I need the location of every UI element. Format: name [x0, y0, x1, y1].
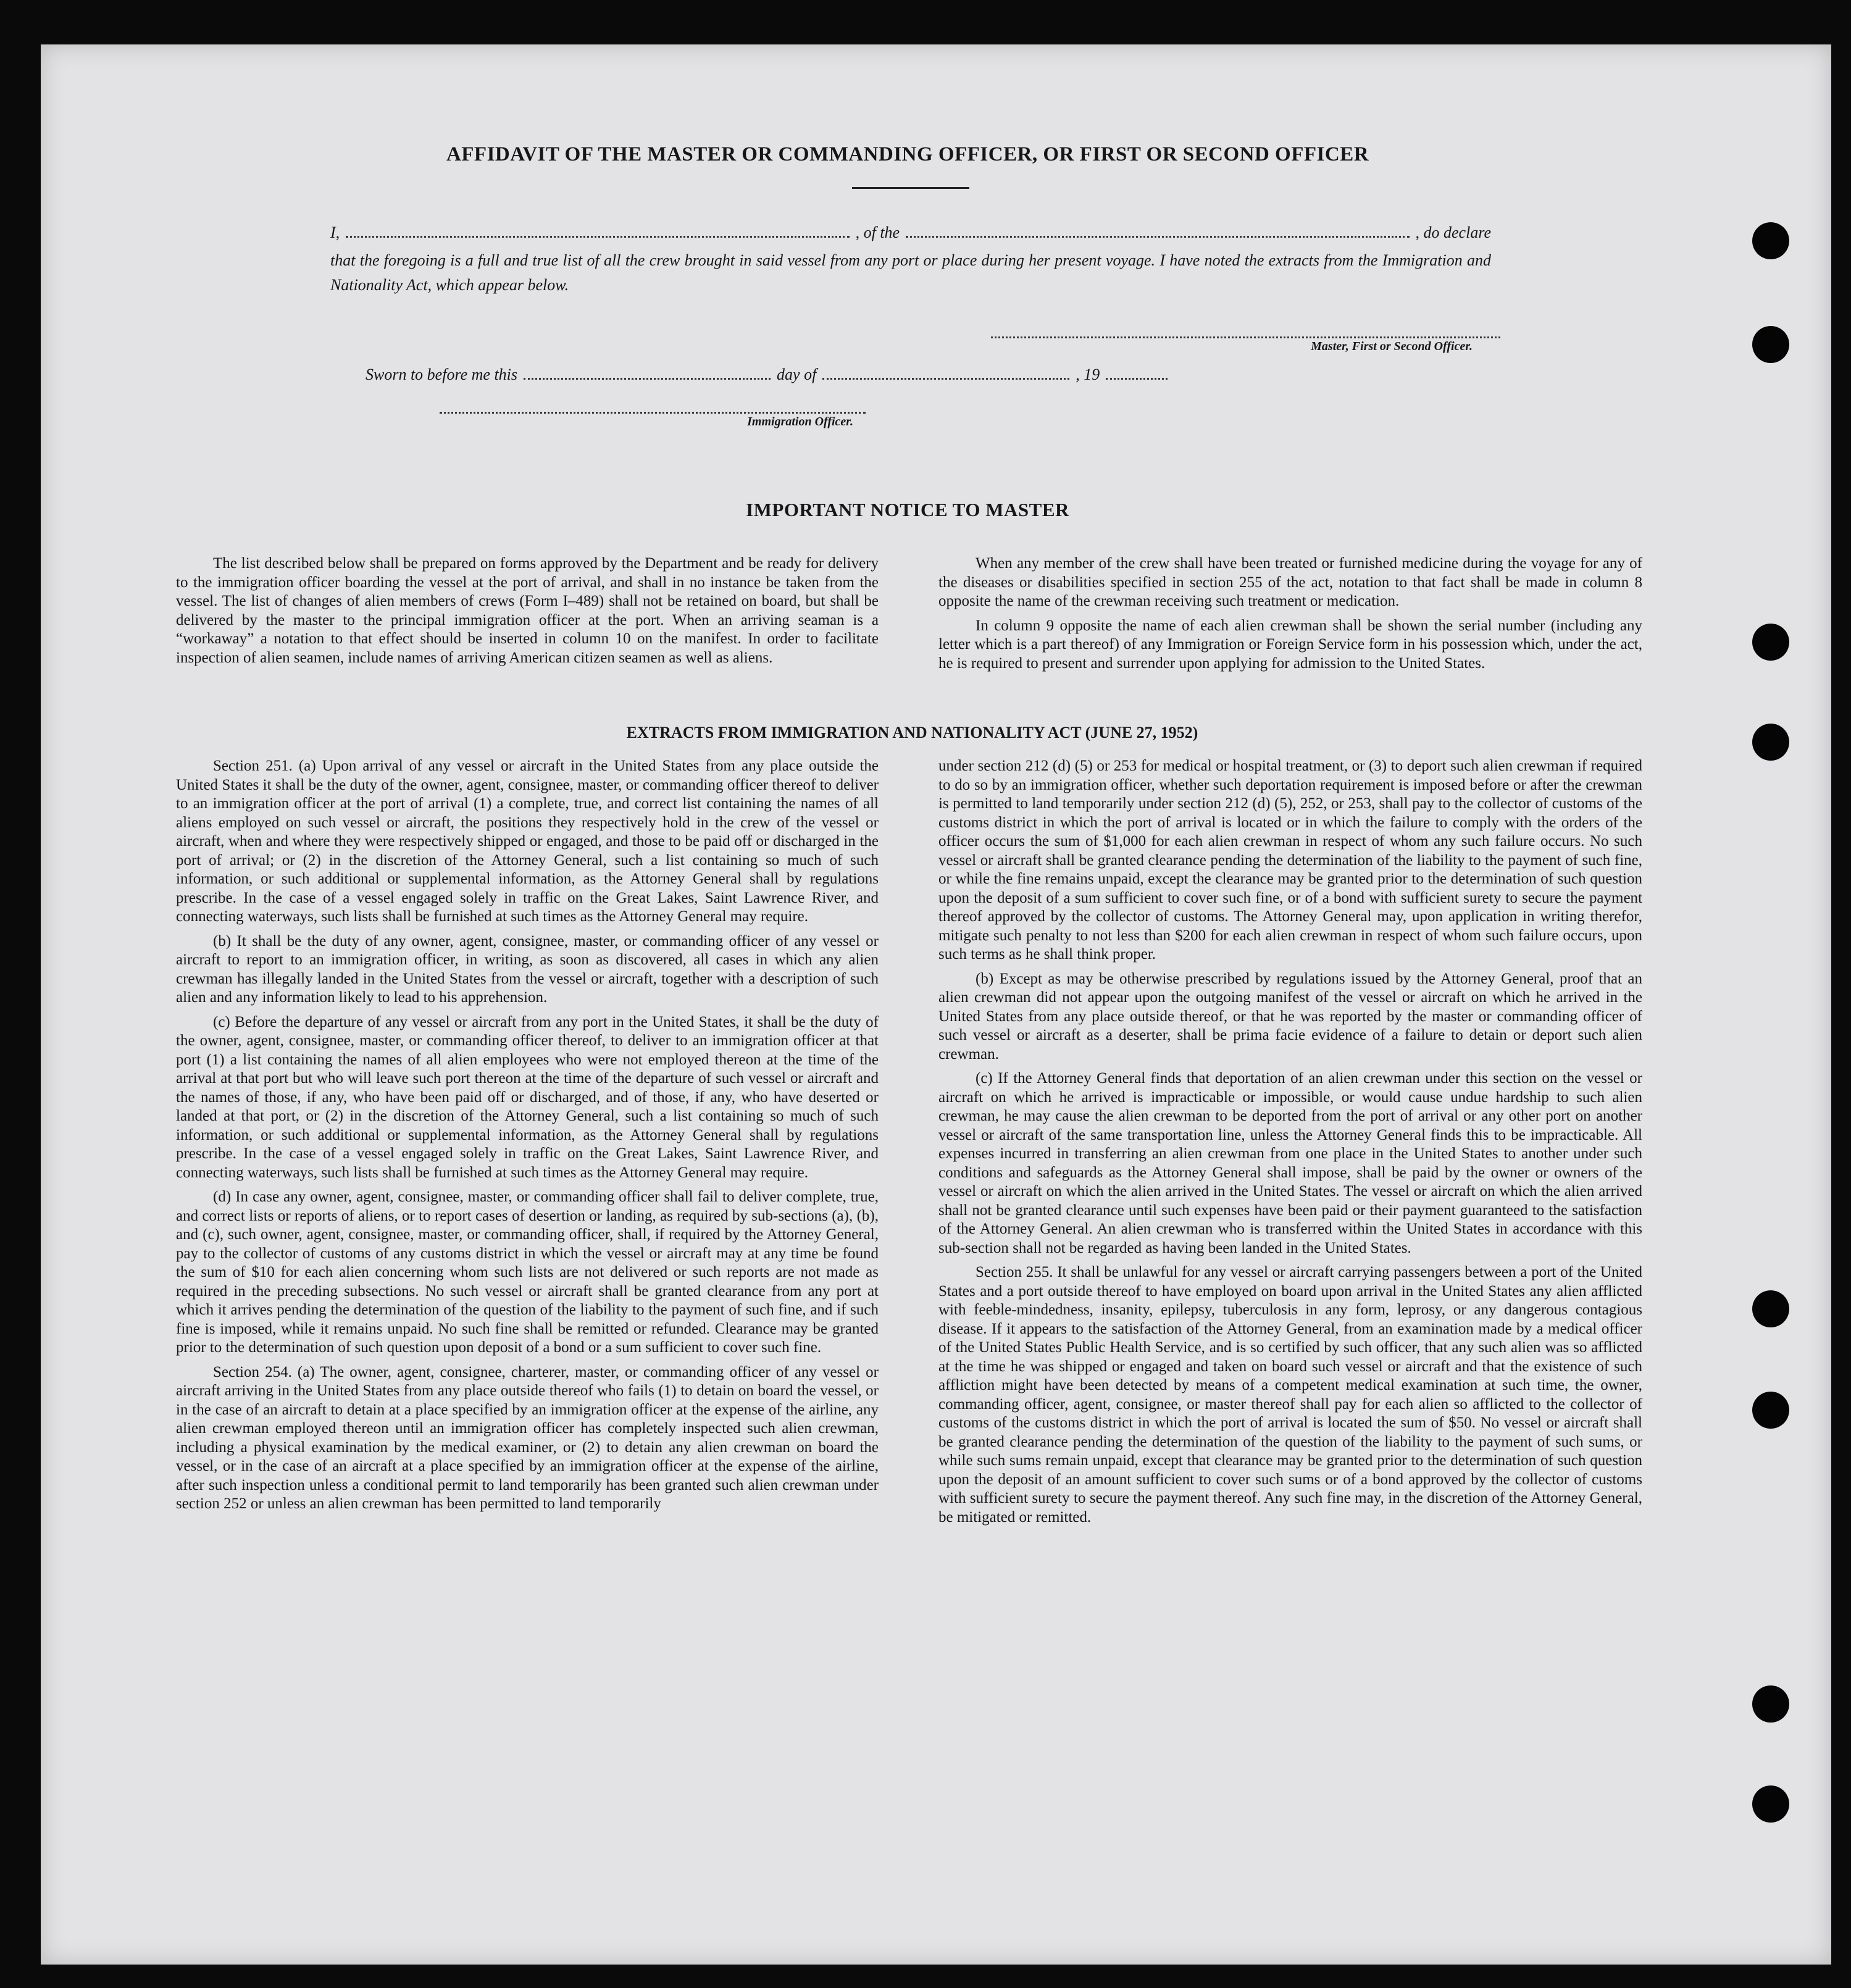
immigration-officer-caption: Immigration Officer. — [747, 415, 853, 428]
extracts-right-column — [938, 757, 1642, 1532]
notice-left-column — [176, 554, 879, 673]
notice-paragraph: When any member of the crew shall have been treated or furnished medicine during the voyage for any of the diseases or disabilities specified in section 255 of the act, notation to that fact shall be made in column 8 opposite the name of the crewman receiving such treatment or medication. — [938, 555, 1642, 609]
year-prefix-label: , 19 — [1076, 365, 1100, 383]
title-rule — [852, 187, 969, 189]
punch-hole — [1752, 222, 1789, 259]
extracts-title: EXTRACTS FROM IMMIGRATION AND NATIONALITY ACT (JUNE 27, 1952) — [626, 724, 1198, 741]
sworn-date-field[interactable] — [524, 364, 771, 380]
punch-hole — [1752, 1392, 1789, 1429]
punch-hole — [1752, 1290, 1789, 1327]
section-paragraph: (b) Except as may be otherwise prescribed by regulations issued by the Attorney General, proof that an alien crewman did not appear upon the outgoing manifest of the vessel or aircraft on which he arrived in the United States from any place outside thereof, or that he was reported by the master or commanding officer of such vessel or aircraft as a deserter, shall be prima facie evidence of a failure to detain or deport such alien crewman. — [938, 970, 1642, 1063]
notice-paragraph: In column 9 opposite the name of each alien crewman shall be shown the serial number (including any letter which is a part thereof) of any Immigration or Foreign Service form in his possession which, under the act, he is required to present and surrender upon applying for admission to the United States. — [938, 617, 1642, 672]
section-paragraph: Section 251. (a) Upon arrival of any vessel or aircraft in the United States from any place outside the United States it shall be the duty of the owner, agent, consignee, master, or commanding officer thereof to deliver to an immigration officer at the port of arrival (1) a complete, true, and correct list containing the names of all aliens employed on such vessel or aircraft, the positions they respectively hold in the crew of the vessel or aircraft, when and where they were respectively shipped or engaged, and those to be paid off or discharged in the port of arrival; or (2) in the discretion of the Attorney General, such a list containing so much of such information, or such additional or supplemental information, as the Attorney General shall by regulations prescribe. In the case of a vessel engaged solely in traffic on the Great Lakes, Saint Lawrence River, and connecting waterways, such lists shall be furnished at such times as the Attorney General may require. — [176, 758, 879, 925]
notice-paragraph: The list described below shall be prepared on forms approved by the Department and be ready for delivery to the immigration officer boarding the vessel at the port of arrival, and shall in no instance be taken from the vessel. The list of changes of alien members of crews (Form I–489) shall not be retained on board, but shall be delivered by the master to the principal immigration officer at the port. When an arriving seaman is a “workaway” a notation to that effect should be inserted in column 10 on the manifest. In order to facilitate inspection of alien seamen, include names of arriving American citizen seamen as well as aliens. — [176, 555, 879, 666]
section-paragraph: (b) It shall be the duty of any owner, agent, consignee, master, or commanding officer of any vessel or aircraft to report to an immigration officer, in writing, as soon as discovered, all cases in which any alien crewman has illegally landed in the United States from the vessel or aircraft, together with a description of such alien and any information likely to lead to his apprehension. — [176, 932, 879, 1006]
sworn-month-field[interactable] — [822, 364, 1069, 380]
notice-title: IMPORTANT NOTICE TO MASTER — [746, 499, 1069, 520]
section-paragraph: under section 212 (d) (5) or 253 for medical or hospital treatment, or (3) to deport such alien crewman if required to do so by an immigration officer, whether such deportation requirement is imposed before or after the crewman is permitted to land temporarily under section 212 (d) (5), 252, or 253, shall pay to the collector of customs of the customs district in which the port of arrival is located or in which the failure to comply with the orders of the officer occurs the sum of $1,000 for each alien crewman in respect of whom any such failure occurs. No such vessel or aircraft shall be granted clearance pending the determination of the liability to the payment of such fine, or while the fine remains unpaid, except the clearance may be granted prior to the determination of such question upon the deposit of a sum sufficient to cover such fine, or of a bond with sufficient surety to secure the payment thereof approved by the collector of customs. The Attorney General may, upon application in writing therefor, mitigate such penalty to not less than $200 for each alien crewman in respect of whom such failure occurs, upon such terms as he shall think proper. — [938, 758, 1642, 963]
immigration-officer-signature-field[interactable] — [440, 412, 866, 414]
affidavit-title: AFFIDAVIT OF THE MASTER OR COMMANDING OFFICER, OR FIRST OR SECOND OFFICER — [446, 143, 1369, 165]
punch-hole — [1752, 1685, 1789, 1723]
of-the-label: , of the — [855, 223, 900, 241]
section-paragraph: (d) In case any owner, agent, consignee, master, or commanding officer shall fail to deliver complete, true, and correct lists or reports of aliens, or to report cases of desertion or landing, as required by sub-sections (a), (b), and (c), such owner, agent, consignee, master, or commanding officer, shall, if required by the Attorney General, pay to the collector of customs of any customs district in which the vessel or aircraft may at any time be found the sum of $10 for each alien concerning whom such lists are not delivered or such reports are not made as required in the preceding subsections. No such vessel or aircraft shall be granted clearance from any port at which it arrives pending the determination of the question of the liability to the payment of such fine, and if such fine is imposed, while it remains unpaid. No such fine shall be remitted or refunded. Clearance may be granted prior to the determination of such question upon deposit of a bond or a sum sufficient to cover such fine. — [176, 1188, 879, 1356]
sworn-year-field[interactable] — [1106, 364, 1168, 380]
day-of-label: day of — [777, 365, 817, 383]
punch-hole — [1752, 326, 1789, 363]
master-signature-field[interactable] — [991, 336, 1500, 338]
vessel-name-field[interactable] — [906, 222, 1409, 238]
do-declare-label: , do declare — [1415, 223, 1492, 241]
master-signature-caption: Master, First or Second Officer. — [1311, 340, 1473, 353]
section-paragraph: (c) If the Attorney General finds that deportation of an alien crewman under this section on the vessel or aircraft on which he arrived is impracticable or impossible, or would cause undue hardship to such alien crewman, he may cause the alien crewman to be deported from the port of arrival or any other port on another vessel or aircraft of the same transportation line, unless the Attorney General finds this to be impracticable. All expenses incurred in transferring an alien crewman from one place in the United States to another under such conditions and safeguards as the Attorney General shall impose, shall be paid by the owner or owners of the vessel or aircraft on which the alien arrived in the United States. The vessel or aircraft on which the alien arrived shall not be granted clearance until such expenses have been paid or their payment guaranteed to the satisfaction of the Attorney General. An alien crewman who is transferred within the United States in accordance with this sub-section shall not be regarded as having been landed in the United States. — [938, 1070, 1642, 1256]
punch-hole — [1752, 1785, 1789, 1823]
declarant-line — [330, 222, 1491, 242]
punch-hole — [1752, 624, 1789, 661]
i-label: I, — [330, 223, 340, 241]
declarant-name-field[interactable] — [346, 222, 849, 238]
section-paragraph: (c) Before the departure of any vessel or aircraft from any port in the United States, it shall be the duty of the owner, agent, consignee, master, or commanding officer thereof, to deliver to an immigration officer at that port (1) a list containing the names of all alien employees who were not employed thereon at the time of the arrival at that port but who will leave such port thereon at the time of the departure of such vessel or aircraft and the names of those, if any, who have been paid off or discharged, and of those, if any, who have deserted or landed at that port, or (2) in the discretion of the Attorney General, such a list containing so much of such information, or such additional or supplemental information, as the Attorney General shall by regulations prescribe. In the case of a vessel engaged solely in traffic on the Great Lakes, Saint Lawrence River, and connecting waterways, such lists shall be furnished at such times as the Attorney General may require. — [176, 1013, 879, 1181]
sworn-label: Sworn to before me this — [366, 365, 518, 383]
section-paragraph: Section 254. (a) The owner, agent, consignee, charterer, master, or commanding officer of any vessel or aircraft arriving in the United States from any place outside thereof who fails (1) to detain on board the vessel, or in the case of an aircraft to detain at a place specified by an immigration officer at the expense of the airline, any alien crewman employed thereon until an immigration officer has completely inspected such alien crewman, including a physical examination by the medical examiner, or (2) to detain any alien crewman on board the vessel, or in the case of an aircraft at a place specified by an immigration officer at the expense of the airline, after such inspection unless a conditional permit to land temporarily has been granted such alien crewman under section 252 or unless an alien crewman has been permitted to land temporarily — [176, 1363, 879, 1512]
extracts-left-column — [176, 757, 879, 1519]
declaration-text: that the foregoing is a full and true list of all the crew brought in said vessel from any port or place during her present voyage. I have noted the extracts from the Immigration and Nationality Act, which appear below. — [330, 251, 1491, 294]
notice-right-column — [938, 554, 1642, 679]
sworn-line — [366, 364, 1218, 384]
section-paragraph: Section 255. It shall be unlawful for any vessel or aircraft carrying passengers between a port of the United States and a port outside thereof to have employed on board upon arrival in the United States any alien afflicted with feeble-mindedness, insanity, epilepsy, tuberculosis in any form, leprosy, or any dangerous contagious disease. If it appears to the satisfaction of the Attorney General, from an examination made by a medical officer of the United States Public Health Service, and is so certified by such officer, that any such alien was so afflicted at the time he was shipped or engaged and taken on board such vessel or aircraft and that the existence of such affliction might have been detected by means of a competent medical examination at such time, the owner, commanding officer, agent, consignee, or master thereof shall pay for each alien so afflicted to the collector of customs of the customs district in which the port of arrival is located the sum of $50. No vessel or aircraft shall be granted clearance pending the determination of the question of the liability to the payment of such sums, or while such sums remain unpaid, except that clearance may be granted prior to the determination of such question upon the deposit of an amount sufficient to cover such sums or of a bond approved by the collector of customs with sufficient surety to secure the payment thereof. Any such fine may, in the discretion of the Attorney General, be mitigated or remitted. — [938, 1264, 1642, 1526]
